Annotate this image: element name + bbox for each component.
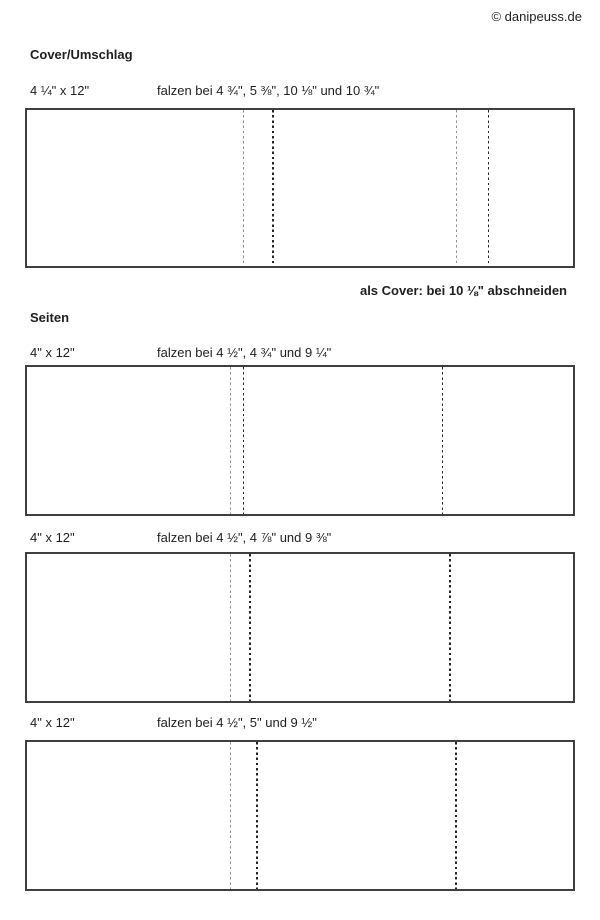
section-title-seiten: Seiten: [30, 310, 70, 325]
page-sheet-1-fold-instruction-label: falzen bei 4 ½", 4 ¾" und 9 ¼": [157, 345, 332, 360]
page-sheet-3-size-label: 4" x 12": [30, 715, 75, 730]
page-sheet-3-fold-instruction-label: falzen bei 4 ½", 5" und 9 ½": [157, 715, 317, 730]
page-copyright: © danipeuss.de: [491, 9, 582, 24]
page-sheet-2-diagram: [25, 552, 575, 703]
fold-line: [230, 367, 232, 514]
fold-line: [456, 110, 458, 266]
cover-sheet-diagram: [25, 108, 575, 268]
page-sheet-1-size-label: 4" x 12": [30, 345, 75, 360]
fold-line: [256, 742, 258, 889]
page-sheet-2-fold-instruction-label: falzen bei 4 ½", 4 ⅞" und 9 ⅜": [157, 530, 332, 545]
page-sheet-3-diagram: [25, 740, 575, 891]
fold-line: [230, 742, 232, 889]
fold-line: [442, 367, 444, 514]
page-sheet-2-size-label: 4" x 12": [30, 530, 75, 545]
cover-cut-note: als Cover: bei 10 ⅛" abschneiden: [359, 283, 567, 298]
fold-line: [230, 554, 232, 701]
fold-line: [249, 554, 251, 701]
fold-line: [449, 554, 451, 701]
fold-line: [243, 367, 245, 514]
cover-sheet-size-label: 4 ¼" x 12": [30, 83, 90, 98]
fold-line: [455, 742, 457, 889]
page-sheet-1-diagram: [25, 365, 575, 516]
section-title-cover: Cover/Umschlag: [30, 47, 133, 62]
fold-line: [243, 110, 245, 266]
fold-line: [488, 110, 490, 266]
fold-line: [272, 110, 274, 266]
cover-fold-instruction-label: falzen bei 4 ¾", 5 ⅜", 10 ⅛" und 10 ¾": [157, 83, 380, 98]
